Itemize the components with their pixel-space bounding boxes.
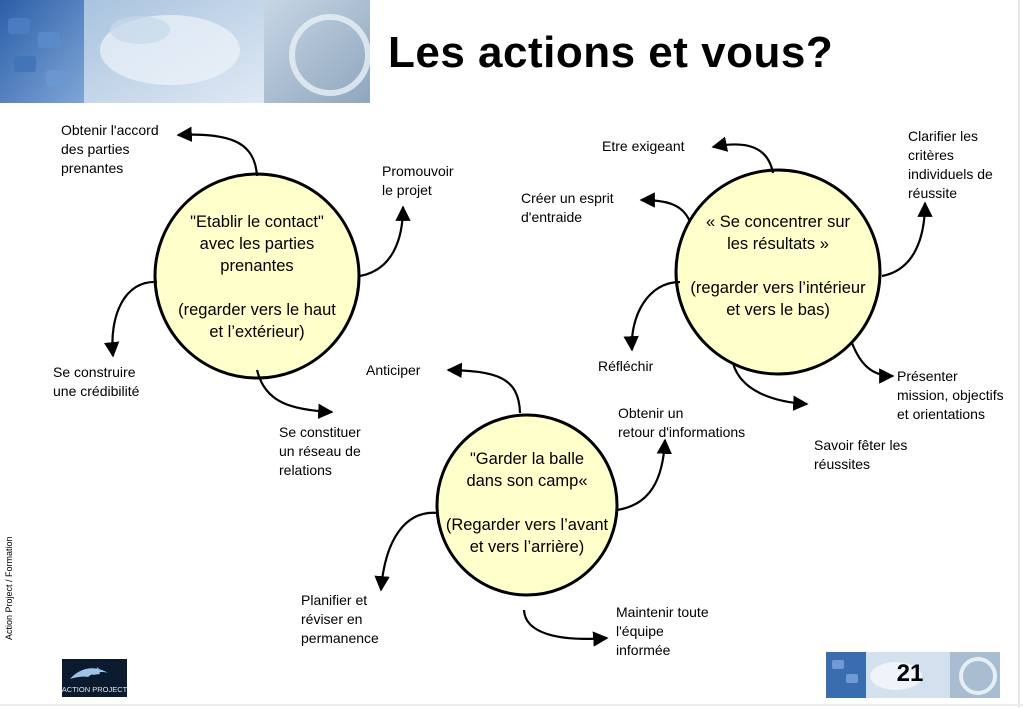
action-feter-line: réussites: [814, 456, 871, 472]
action-feter-line: Savoir fêter les: [814, 437, 908, 453]
action-criteres-line: critères: [908, 147, 954, 163]
action-criteres-line: individuels de: [908, 166, 993, 182]
action-criteres-line: Clarifier les: [908, 128, 979, 144]
action-maintenir-line: l'équipe: [616, 623, 664, 639]
action-reflechir-line: Réfléchir: [598, 358, 654, 374]
circle-ball-line: "Garder la balle: [469, 450, 585, 468]
action-credibilite-line: une crédibilité: [53, 383, 140, 399]
action-planifier-line: permanence: [301, 630, 379, 646]
circle-contact-line: et l’extérieur): [209, 323, 305, 341]
action-exigeant: [602, 137, 685, 156]
circle-contact-line: avec les parties: [199, 235, 315, 253]
circle-results-line: (regarder vers l’intérieur: [690, 279, 866, 297]
arrow-to-maintenir: [524, 610, 607, 639]
circle-results-line: « Se concentrer sur: [706, 213, 850, 231]
page-title: Les actions et vous?: [388, 28, 834, 77]
action-planifier-line: Planifier et: [301, 592, 368, 608]
action-feter: [814, 436, 907, 474]
action-reflechir: [598, 357, 653, 376]
arrow-to-presenter: [852, 343, 893, 376]
circle-contact-text: [157, 211, 357, 343]
arrow-to-accord: [178, 135, 257, 176]
circle-ball-line: (Regarder vers l’avant: [445, 516, 609, 534]
action-credibilite: [53, 363, 139, 401]
action-reseau-line: Se constituer: [279, 424, 361, 440]
action-maintenir: [616, 603, 709, 660]
circle-contact-line: prenantes: [220, 257, 294, 275]
action-accord-line: Obtenir l'accord: [61, 122, 159, 138]
circle-contact-line: (regarder vers le haut: [178, 301, 336, 319]
action-promouvoir-line: Promouvoir: [382, 163, 454, 179]
action-accord-line: des parties: [61, 141, 130, 157]
action-anticiper-line: Anticiper: [366, 362, 421, 378]
circle-ball-line: dans son camp«: [466, 472, 588, 490]
action-reseau-line: relations: [279, 462, 332, 478]
circle-results-line: [668, 255, 888, 277]
action-retour-informations: [618, 404, 745, 442]
action-maintenir-line: informée: [616, 642, 671, 658]
side-footer-text: Action Project / Formation: [4, 536, 14, 640]
action-presenter: [897, 367, 1004, 424]
action-maintenir-line: Maintenir toute: [616, 604, 709, 620]
action-planifier-line: réviser en: [301, 611, 363, 627]
circle-contact-line: [157, 277, 357, 299]
action-reseau-line: un réseau de: [279, 443, 361, 459]
circle-ball-line: et vers l’arrière): [469, 538, 585, 556]
action-entraide-line: d'entraide: [521, 209, 583, 225]
page-number: 21: [896, 660, 924, 687]
circle-results-line: et vers le bas): [726, 301, 830, 319]
circle-contact-line: "Etablir le contact": [190, 213, 324, 231]
action-obtenir-accord: [61, 121, 159, 178]
action-credibilite-line: Se construire: [53, 364, 136, 380]
action-exigeant-line: Etre exigeant: [602, 138, 685, 154]
arrow-to-anticiper: [448, 370, 520, 413]
circle-results-line: les résultats »: [727, 235, 829, 253]
circle-ball-text: [427, 448, 627, 558]
svg-text:ACTION PROJECT: ACTION PROJECT: [62, 685, 127, 694]
arrow-to-criteres: [882, 203, 925, 276]
circle-results-text: [668, 211, 888, 321]
action-accord-line: prenantes: [61, 160, 124, 176]
action-criteres-line: réussite: [908, 185, 958, 201]
action-criteres: [908, 127, 993, 203]
action-presenter-line: et orientations: [897, 406, 985, 422]
action-promouvoir-line: le projet: [382, 182, 432, 198]
circle-ball-line: [427, 492, 627, 514]
action-presenter-line: mission, objectifs: [897, 387, 1004, 403]
action-retour-line: retour d'informations: [618, 424, 746, 440]
action-anticiper: [366, 361, 420, 380]
action-reseau: [279, 423, 361, 480]
arrow-to-exigeant: [713, 144, 773, 173]
action-retour-line: Obtenir un: [618, 405, 684, 421]
arrow-to-promouvoir: [360, 207, 403, 276]
arrow-to-credibilite: [112, 282, 157, 356]
action-project-logo: [62, 659, 127, 697]
action-planifier: [301, 591, 379, 648]
action-promouvoir: [382, 162, 454, 200]
action-entraide-line: Créer un esprit: [521, 190, 614, 206]
action-entraide: [521, 189, 614, 227]
action-presenter-line: Présenter: [897, 368, 958, 384]
